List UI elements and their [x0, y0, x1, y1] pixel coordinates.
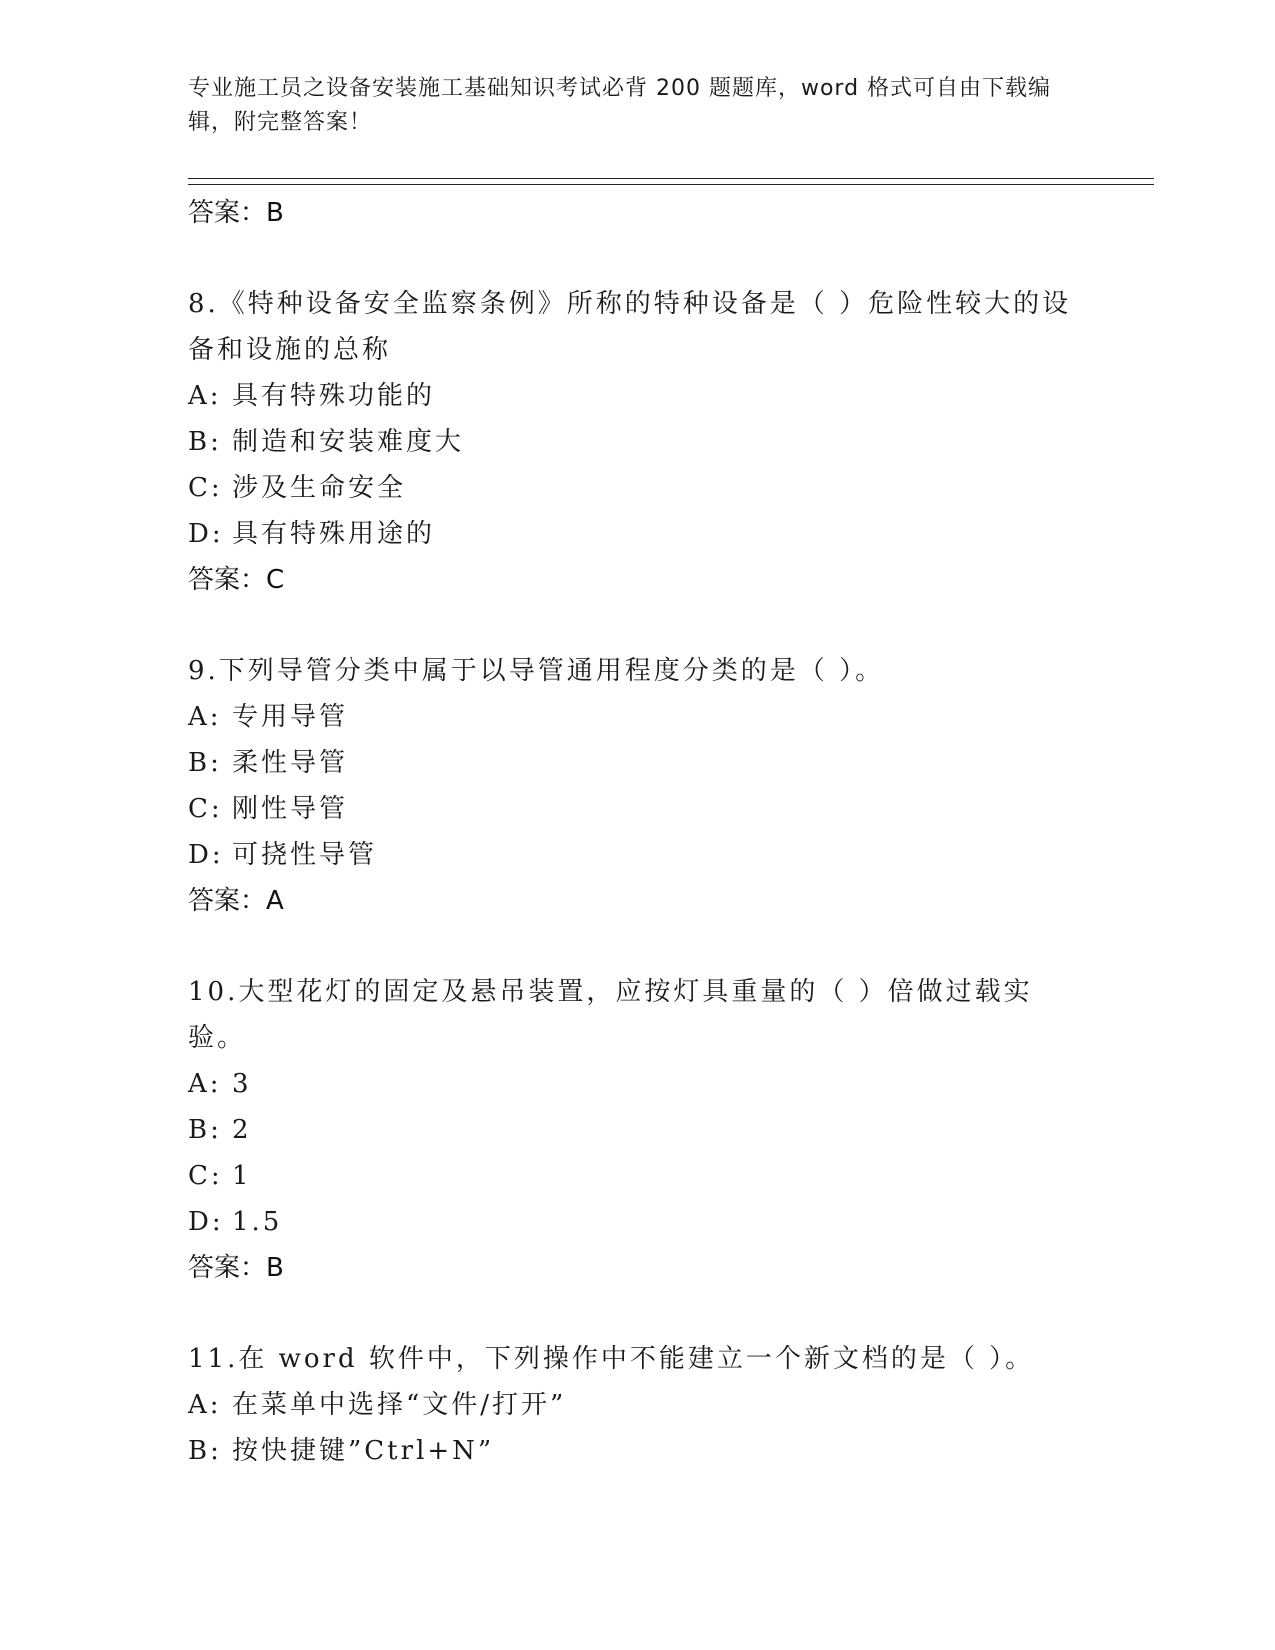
option-text: 可挠性导管 — [232, 840, 378, 870]
option-c — [188, 465, 1088, 511]
option-text: 3 — [232, 1069, 252, 1099]
option-letter: D: — [188, 519, 224, 549]
option-d — [188, 511, 1088, 557]
option-letter: C: — [188, 473, 223, 503]
option-letter: A: — [188, 1069, 222, 1099]
option-b — [188, 1428, 1088, 1474]
option-a — [188, 694, 1088, 740]
option-letter: C: — [188, 794, 223, 824]
option-b — [188, 740, 1088, 786]
document-header: 专业施工员之设备安装施工基础知识考试必背 200 题题库，word 格式可自由下载编辑，附完整答案！ — [188, 76, 1052, 135]
option-text: 具有特殊用途的 — [232, 519, 436, 549]
option-c — [188, 1153, 1088, 1199]
question-text: 9.下列导管分类中属于以导管通用程度分类的是（ ）。 — [188, 656, 885, 686]
answer-line: 答案：C — [188, 565, 285, 595]
question-text: 8.《特种设备安全监察条例》所称的特种设备是（ ）危险性较大的设备和设施的总称 — [188, 289, 1072, 365]
option-text: 柔性导管 — [232, 748, 349, 778]
option-letter: D: — [188, 840, 224, 870]
option-letter: A: — [188, 1390, 222, 1420]
question-text: 11.在 word 软件中，下列操作中不能建立一个新文档的是（ ）。 — [188, 1344, 1035, 1374]
answer-line: 答案：A — [188, 886, 284, 916]
option-text: 涉及生命安全 — [232, 473, 407, 503]
option-text: 按快捷键”Ctrl+N” — [232, 1436, 495, 1466]
question-list — [188, 190, 1088, 1474]
option-b — [188, 1107, 1088, 1153]
option-letter: B: — [188, 1115, 222, 1145]
option-d — [188, 832, 1088, 878]
option-text: 1 — [232, 1161, 252, 1191]
option-text: 1.5 — [232, 1207, 283, 1237]
header-divider-bottom — [188, 184, 1154, 185]
option-b — [188, 419, 1088, 465]
option-letter: B: — [188, 427, 222, 457]
option-letter: A: — [188, 702, 222, 732]
option-text: 刚性导管 — [232, 794, 349, 824]
option-text: 在菜单中选择“文件/打开” — [232, 1390, 567, 1420]
option-a — [188, 1382, 1088, 1428]
answer-line: 答案：B — [188, 198, 284, 228]
option-letter: C: — [188, 1161, 223, 1191]
option-d — [188, 1199, 1088, 1245]
option-a — [188, 1061, 1088, 1107]
option-text: 制造和安装难度大 — [232, 427, 465, 457]
option-a — [188, 373, 1088, 419]
option-letter: B: — [188, 1436, 222, 1466]
option-letter: B: — [188, 748, 222, 778]
option-text: 专用导管 — [232, 702, 349, 732]
question-text: 10.大型花灯的固定及悬吊装置，应按灯具重量的（ ）倍做过载实验。 — [188, 977, 1033, 1053]
option-text: 2 — [232, 1115, 252, 1145]
answer-line: 答案：B — [188, 1253, 284, 1283]
option-letter: A: — [188, 381, 222, 411]
option-text: 具有特殊功能的 — [232, 381, 436, 411]
option-c — [188, 786, 1088, 832]
header-divider-top — [188, 178, 1154, 179]
option-letter: D: — [188, 1207, 224, 1237]
